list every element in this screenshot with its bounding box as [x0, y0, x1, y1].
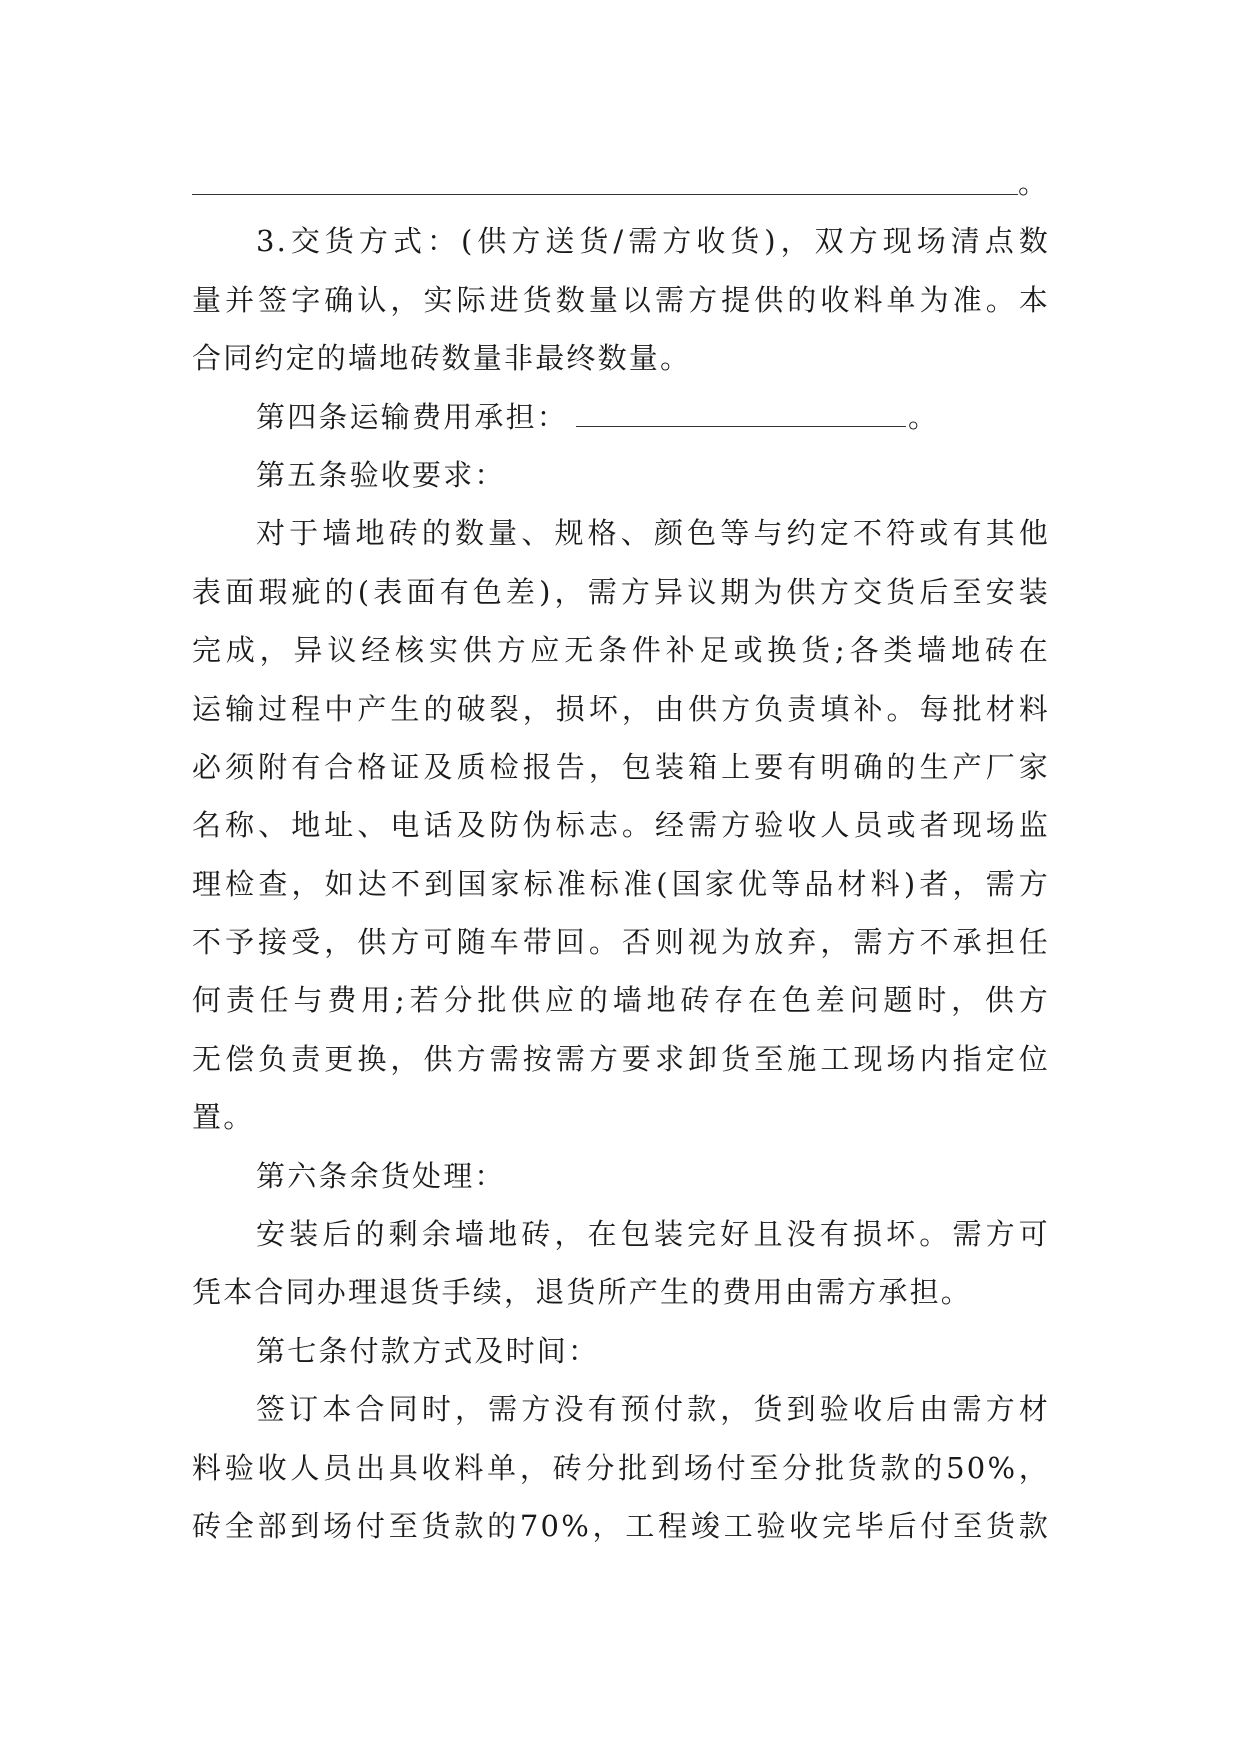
blank-underline [192, 194, 1018, 195]
article-6-line: 凭本合同办理退货手续，退货所产生的费用由需方承担。 [192, 1275, 973, 1310]
article-5-line: 何责任与费用;若分批供应的墙地砖存在色差问题时，供方 [192, 983, 1050, 1018]
delivery-clause-line: 3.交货方式：(供方送货/需方收货)，双方现场清点数 [256, 224, 1050, 259]
article-5-line: 名称、地址、电话及防伪标志。经需方验收人员或者现场监 [192, 808, 1050, 843]
article-6-heading: 第六条余货处理： [256, 1158, 506, 1193]
article-6-line: 安装后的剩余墙地砖，在包装完好且没有损坏。需方可 [256, 1217, 1050, 1252]
article-5-line: 表面瑕疵的(表面有色差)，需方异议期为供方交货后至安装 [192, 574, 1050, 609]
delivery-clause-line: 量并签字确认，实际进货数量以需方提供的收料单为准。本 [192, 282, 1050, 317]
article-4-blank [576, 396, 906, 427]
article-5-line: 置。 [192, 1100, 255, 1135]
document-body [192, 154, 1050, 1555]
article-5-line: 无偿负责更换，供方需按需方要求卸货至施工现场内指定位 [192, 1041, 1050, 1076]
article-7-line: 签订本合同时，需方没有预付款，货到验收后由需方材 [256, 1392, 1050, 1427]
article-5-line: 不予接受，供方可随车带回。否则视为放弃，需方不承担任 [192, 925, 1050, 960]
article-5-line: 运输过程中产生的破裂，损坏，由供方负责填补。每批材料 [192, 691, 1050, 726]
blank-line-end-mark: 。 [1018, 166, 1048, 200]
article-5-line: 必须附有合格证及质检报告，包装箱上要有明确的生产厂家 [192, 749, 1050, 784]
article-4-line [192, 388, 1050, 446]
delivery-clause-line: 合同约定的墙地砖数量非最终数量。 [192, 341, 692, 376]
article-5-heading: 第五条验收要求： [256, 457, 506, 492]
article-5-line: 完成，异议经核实供方应无条件补足或换货;各类墙地砖在 [192, 633, 1050, 668]
fill-in-blank-line [192, 154, 1050, 212]
article-5-line: 对于墙地砖的数量、规格、颜色等与约定不符或有其他 [256, 516, 1050, 551]
article-4-label: 第四条运输费用承担： [256, 399, 569, 434]
article-7-heading: 第七条付款方式及时间： [256, 1333, 600, 1368]
article-4-end: 。 [908, 399, 940, 434]
article-7-line: 砖全部到场付至货款的70%，工程竣工验收完毕后付至货款 [192, 1508, 1050, 1543]
article-7-line: 料验收人员出具收料单，砖分批到场付至分批货款的50%， [192, 1450, 1050, 1485]
article-5-line: 理检查，如达不到国家标准标准(国家优等品材料)者，需方 [192, 866, 1050, 901]
